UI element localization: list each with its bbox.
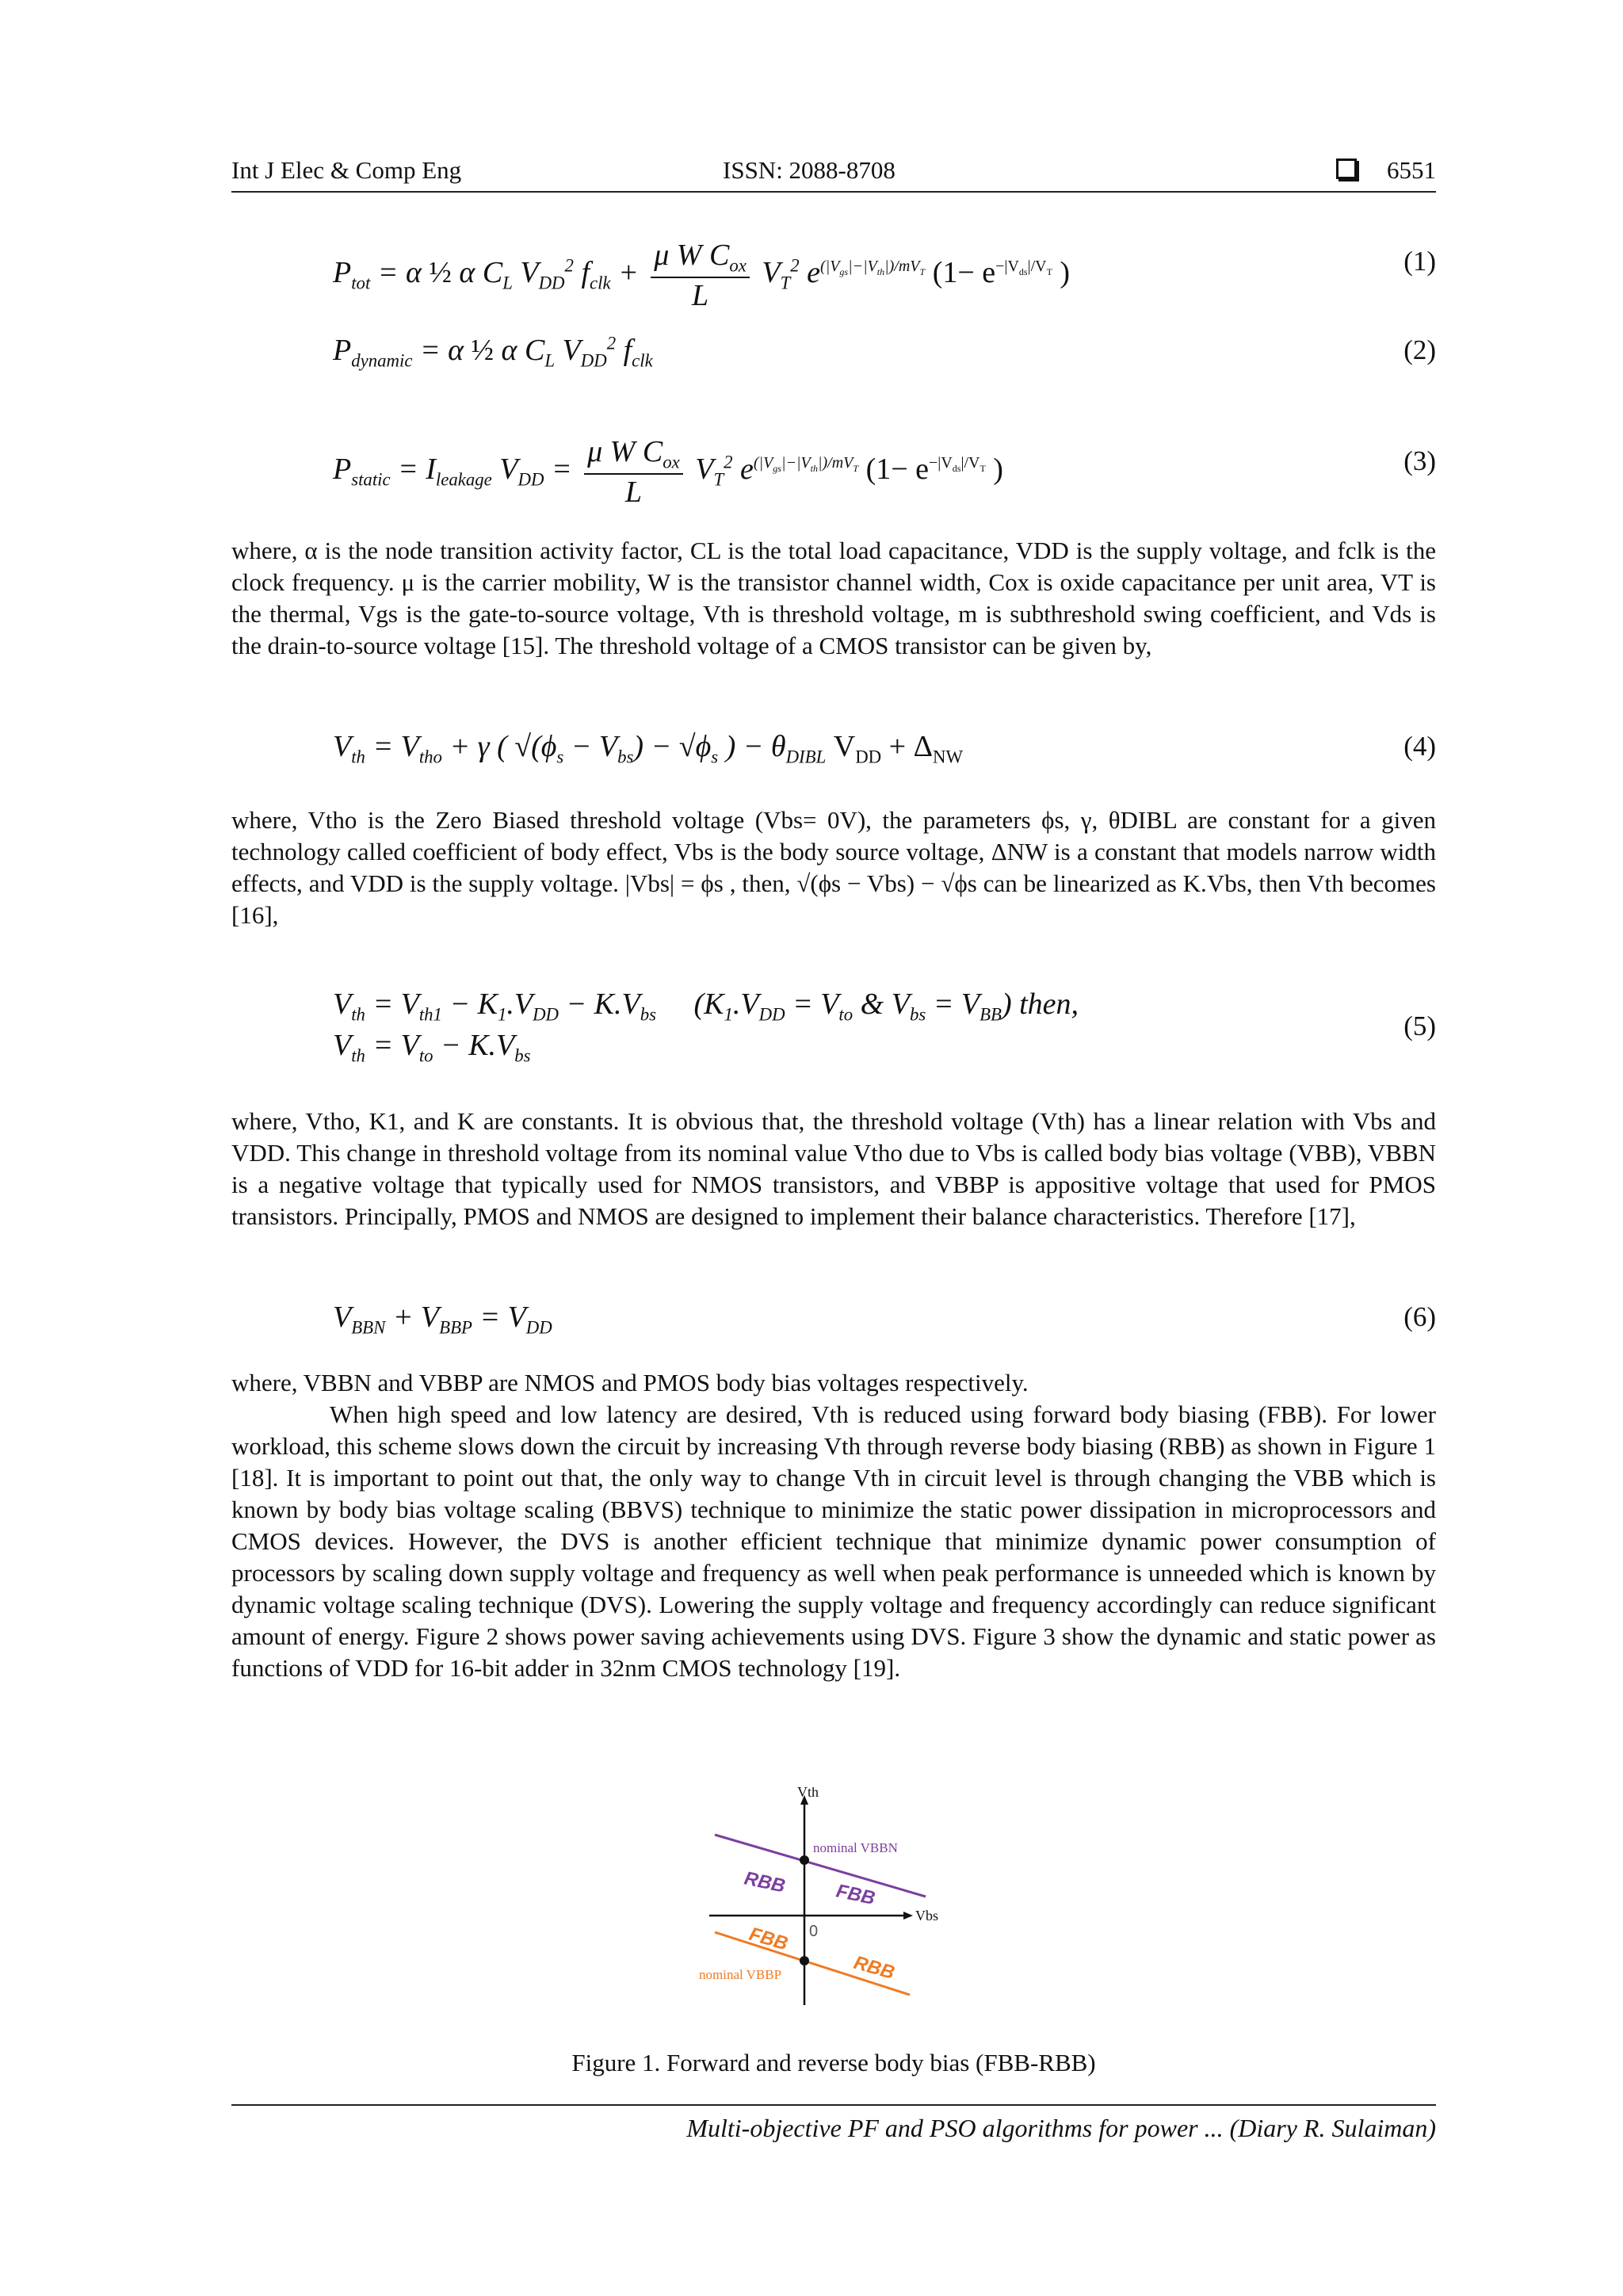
journal-name: Int J Elec & Comp Eng [231, 156, 462, 184]
equation-5: $V_{th} = V_{th1} - K_1.V_{DD} - K.V_{bs}$ ($K_1.V_{DD} = V_{to}$ & $V_{bs} = V_{BB}$) then, $V_{th} = V_{to} - K.V_{bs}$ (5) [333, 988, 1436, 1066]
running-footer [231, 2104, 1436, 2153]
equation-4: $V_{th} = V_{tho} + \gamma$ ( $√(\phi_s - V_{bs}) - √\phi_s$ ) − $\theta_{DIBL}$ $V_{DD} + \Delta_{NW}$ (4) [333, 730, 1436, 767]
equation-3: $P_{static} = I_{leakage}$ $V_{DD}$ = $\frac{\mu W C_{ox}}{L}$ $V_T^2$ $e^{(|V_{gs}|-|V_{th}|)/mV_T}$ ($1- e^{-|V_{ds}|/V_T}$ ) (3) [333, 435, 1436, 509]
equation-2: $P_{dynamic} = \alpha$ ½ α $C_L$ $V_{DD}^2$ $f_{clk}$ (2) [333, 333, 1436, 371]
equation-6: $V_{BBN} + V_{BBP} = V_{DD}$ (6) [333, 1301, 1436, 1338]
equation-4-number: (4) [1403, 731, 1436, 762]
equation-5-number: (5) [1403, 1010, 1436, 1041]
paragraph-5-text: When high speed and low latency are desired, Vth is reduced using forward body biasing (FBB). For lower workload, this scheme slows down the circuit by increasing Vth through reverse body biasing (RBB) as shown in Figure 1 [18]. It is important to point out that, the only way to change Vth in circuit level is through changing the VBB which is known by body bias voltage scaling (BBVS) technique to minimize the static power dissipation in microprocessors and CMOS devices. However, the DVS is another efficient technique that minimize dynamic power consumption of processors by scaling down supply voltage and frequency as well when peak performance is unneeded which is known by dynamic voltage scaling technique (DVS). Lowering the supply voltage and frequency accordingly can reduce significant amount of energy. Figure 2 shows power saving achievements using DVS. Figure 3 show the dynamic and static power as functions of VDD for 16-bit adder in 32nm CMOS technology [19]. [231, 1400, 1436, 1682]
figure-1-body-bias-diagram [697, 1787, 967, 2013]
paragraph-2-text: where, Vtho is the Zero Biased threshold voltage (Vbs= 0V), the parameters ϕs, γ, θDIBL are constant for a given technology called coefficient of body effect, Vbs is the body source voltage, ΔNW is a constant that models narrow width effects, and VDD is the supply voltage. |Vbs| = ϕs , then, √(ϕs − Vbs) − √ϕs can be linearized as K.Vbs, then Vth becomes [16], [231, 806, 1436, 929]
origin-label: 0 [809, 1923, 819, 1940]
paragraph-4-text: where, VBBN and VBBP are NMOS and PMOS body bias voltages respectively. [231, 1369, 1029, 1396]
page-number: 6551 [1387, 156, 1436, 184]
footer-title: Multi-objective PF and PSO algorithms for power ... (Diary R. Sulaiman) [686, 2114, 1436, 2142]
equation-2-number: (2) [1403, 334, 1436, 365]
page-number-area [1336, 156, 1436, 185]
running-header [231, 153, 1436, 193]
equation-1-number: (1) [1403, 246, 1436, 277]
square-bullet-icon [1336, 159, 1357, 179]
equation-6-number: (6) [1403, 1301, 1436, 1332]
paragraph-2 [231, 804, 1436, 931]
rbb-lower-label: RBB [851, 1951, 897, 1985]
rbb-upper-label: RBB [742, 1867, 788, 1897]
equation-3-number: (3) [1403, 445, 1436, 476]
vbs-label: Vbs [915, 1908, 939, 1924]
nominal-vbbn-point [800, 1855, 809, 1865]
fbb-upper-label: FBB [834, 1880, 877, 1910]
issn: ISSN: 2088-8708 [723, 156, 896, 184]
figure-1-caption: Figure 1. Forward and reverse body bias (FBB-RBB) [571, 2049, 1096, 2076]
equation-1: $P_{tot} = \alpha$ ½ α $C_L$ $V_{DD}^2$ $f_{clk}$ + $\frac{\mu W C_{ox}}{L}$ $V_T^2$ $e^{(|V_{gs}|-|V_{th}|)/mV_T}$ ($1- e^{-|V_{ds}|/V_T}$ ) (1) [333, 239, 1436, 312]
vth-label: Vth [797, 1787, 819, 1800]
paragraph-3-text: where, Vtho, K1, and K are constants. It is obvious that, the threshold voltage (Vth) has a linear relation with Vbs and VDD. This change in threshold voltage from its nominal value Vtho due to Vbs is called body bias voltage (VBB), VBBN is a negative voltage that typically used for NMOS transistors, and VBBP is appositive voltage that used for PMOS transistors. Principally, PMOS and NMOS are designed to implement their balance characteristics. Therefore [17], [231, 1107, 1436, 1230]
vbs-axis-arrow [903, 1912, 913, 1920]
paragraph-1 [231, 535, 1436, 662]
nominal-vbbn-label: nominal VBBN [813, 1840, 898, 1855]
paragraph-1-text: where, α is the node transition activity factor, CL is the total load capacitance, VDD is the supply voltage, and fclk is the clock frequency. μ is the carrier mobility, W is the transistor channel width, Cox is oxide capacitance per unit area, VT is the thermal, Vgs is the gate-to-source voltage, Vth is threshold voltage, m is subthreshold swing coefficient, and Vds is the drain-to-source voltage [15]. The threshold voltage of a CMOS transistor can be given by, [231, 537, 1436, 659]
nominal-vbbp-point [800, 1956, 809, 1966]
paragraph-3 [231, 1106, 1436, 1232]
fbb-lower-label: FBB [747, 1923, 791, 1955]
paragraph-4-5 [231, 1367, 1436, 1684]
nominal-vbbp-label: nominal VBBP [699, 1967, 782, 1982]
